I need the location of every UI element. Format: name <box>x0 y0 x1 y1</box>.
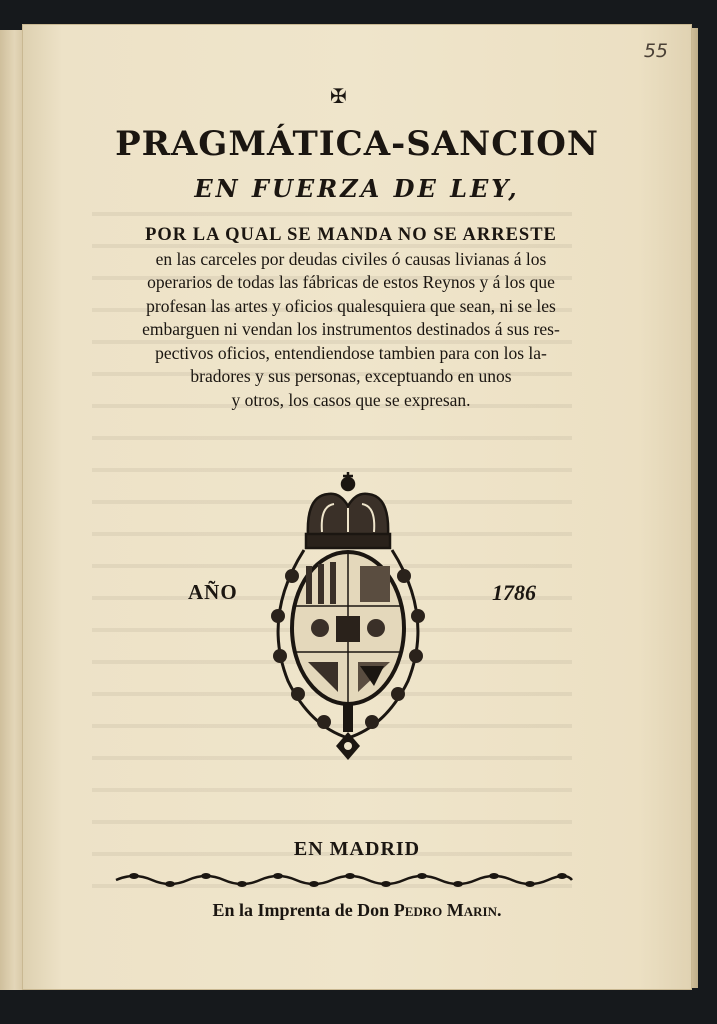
place-of-printing: EN MADRID <box>293 838 421 860</box>
document-page <box>22 24 692 990</box>
year-value: 1786 <box>492 580 536 605</box>
summary-line: y otros, los casos que se expresan. <box>231 389 471 410</box>
year-label: AÑO <box>188 580 238 604</box>
decree-summary <box>104 224 598 412</box>
summary-line: pectivos oficios, entendiendose tambien para con los la- <box>155 342 547 363</box>
vine-border-ornament-icon <box>114 870 574 890</box>
page-edge <box>692 28 698 988</box>
royal-coat-of-arms-icon <box>248 466 448 766</box>
summary-line: en las carceles por deudas civiles ó causas livianas á los <box>155 248 547 269</box>
printer-first-name: Pedro <box>393 900 443 920</box>
summary-lead: POR LA QUAL SE MANDA NO SE ARRESTE <box>145 225 557 245</box>
summary-line: embarguen ni vendan los instrumentos destinados á sus res- <box>142 319 560 339</box>
summary-line: operarios de todas las fábricas de estos Reynos y á los que <box>147 272 555 292</box>
imprint-prefix: En la Imprenta de Don <box>212 900 390 920</box>
summary-line: profesan las artes y oficios qualesquiera que sean, ni se les <box>146 295 556 316</box>
document-title: PRAGMÁTICA-SANCION <box>115 124 599 164</box>
printer-last-name: Marin. <box>446 900 502 920</box>
imprint-line <box>22 900 692 921</box>
summary-line: bradores y sus personas, exceptuando en unos <box>190 366 512 386</box>
cross-ornament-icon: ✠ <box>330 84 347 108</box>
folio-number: 55 <box>643 40 668 62</box>
document-subtitle: EN FUERZA DE LEY, <box>194 174 520 203</box>
